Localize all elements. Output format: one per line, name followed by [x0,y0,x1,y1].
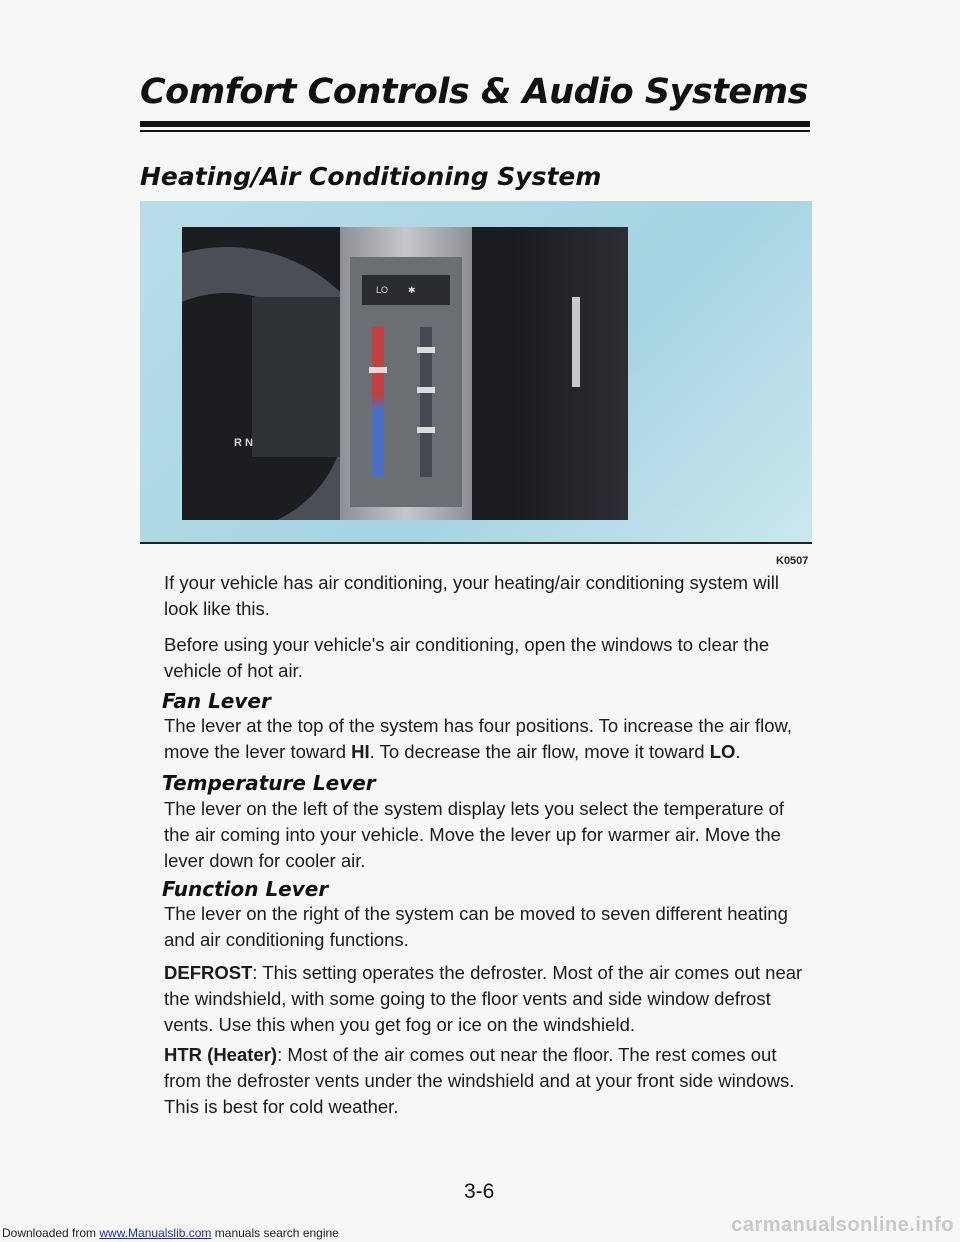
function-knob-1 [417,347,435,353]
fan-lo-label: LO [709,741,736,762]
section-title: Heating/Air Conditioning System [140,162,602,191]
climate-panel-face [350,257,462,507]
instrument-cluster [252,297,342,457]
temperature-knob [369,367,387,373]
temperature-lever-text: The lever on the left of the system display lets you select the temperature of the air coming into your vehicle. Move the lever up for warmer air. Move the lever down for cooler air. [164,798,785,871]
defrost-label: DEFROST [164,962,253,983]
dashboard-photo [182,227,628,520]
chapter-title: Comfort Controls & Audio Systems [140,72,808,112]
heater-paragraph [164,1042,812,1120]
fan-lever-heading: Fan Lever [162,689,271,713]
defrost-paragraph [164,960,812,1038]
page-number: 3-6 [464,1180,495,1203]
function-knob-2 [417,387,435,393]
gear-indicator: R N [234,437,253,449]
defrost-text: : This setting operates the defroster. Most of the air comes out near the windshield, with some going to the floor vents and side window defrost vents. Use this when you get fog or ice on the windshield. [164,962,803,1035]
title-rule-thick [140,121,810,127]
fan-text-part-3: . [735,741,741,762]
title-rule-thin [140,130,810,132]
function-lever-text: The lever on the right of the system can be moved to seven different heating and air conditioning functions. [164,903,788,950]
function-slider [420,327,432,477]
manualslib-link[interactable]: www.Manualslib.com [99,1226,212,1240]
function-knob-3 [417,427,435,433]
fan-text-part-1: The lever at the top of the system has four positions. To increase the air flow, move the lever toward [164,715,792,762]
climate-display [362,275,450,305]
figure-code: K0507 [776,555,809,567]
download-footer [2,1226,339,1240]
fan-lever-text [164,713,812,765]
climate-control-panel [340,227,472,520]
heater-text: : Most of the air comes out near the floor. The rest comes out from the defroster vents under the windshield and at your front side windows. This is best for cold weather. [164,1044,795,1117]
door-panel [512,227,628,520]
door-handle [572,297,580,387]
function-lever-heading: Function Lever [162,877,329,901]
intro-paragraph-1: If your vehicle has air conditioning, your heating/air conditioning system will look like this. [164,572,779,619]
temperature-slider [372,327,384,477]
intro-paragraph-2: Before using your vehicle's air conditioning, open the windows to clear the vehicle of hot air. [164,634,770,681]
fan-hi-label: HI [351,741,370,762]
hvac-photo [140,201,812,544]
fan-text-part-2: . To decrease the air flow, move it toward [369,741,710,762]
watermark: carmanualsonline.info [731,1214,954,1236]
footer-suffix: manuals search engine [211,1226,339,1240]
heater-label: HTR (Heater) [164,1044,278,1065]
fan-icon: ✱ [408,285,416,295]
temperature-lever-heading: Temperature Lever [162,771,376,795]
footer-prefix: Downloaded from [2,1226,100,1240]
fan-lo-label: LO [376,285,389,295]
